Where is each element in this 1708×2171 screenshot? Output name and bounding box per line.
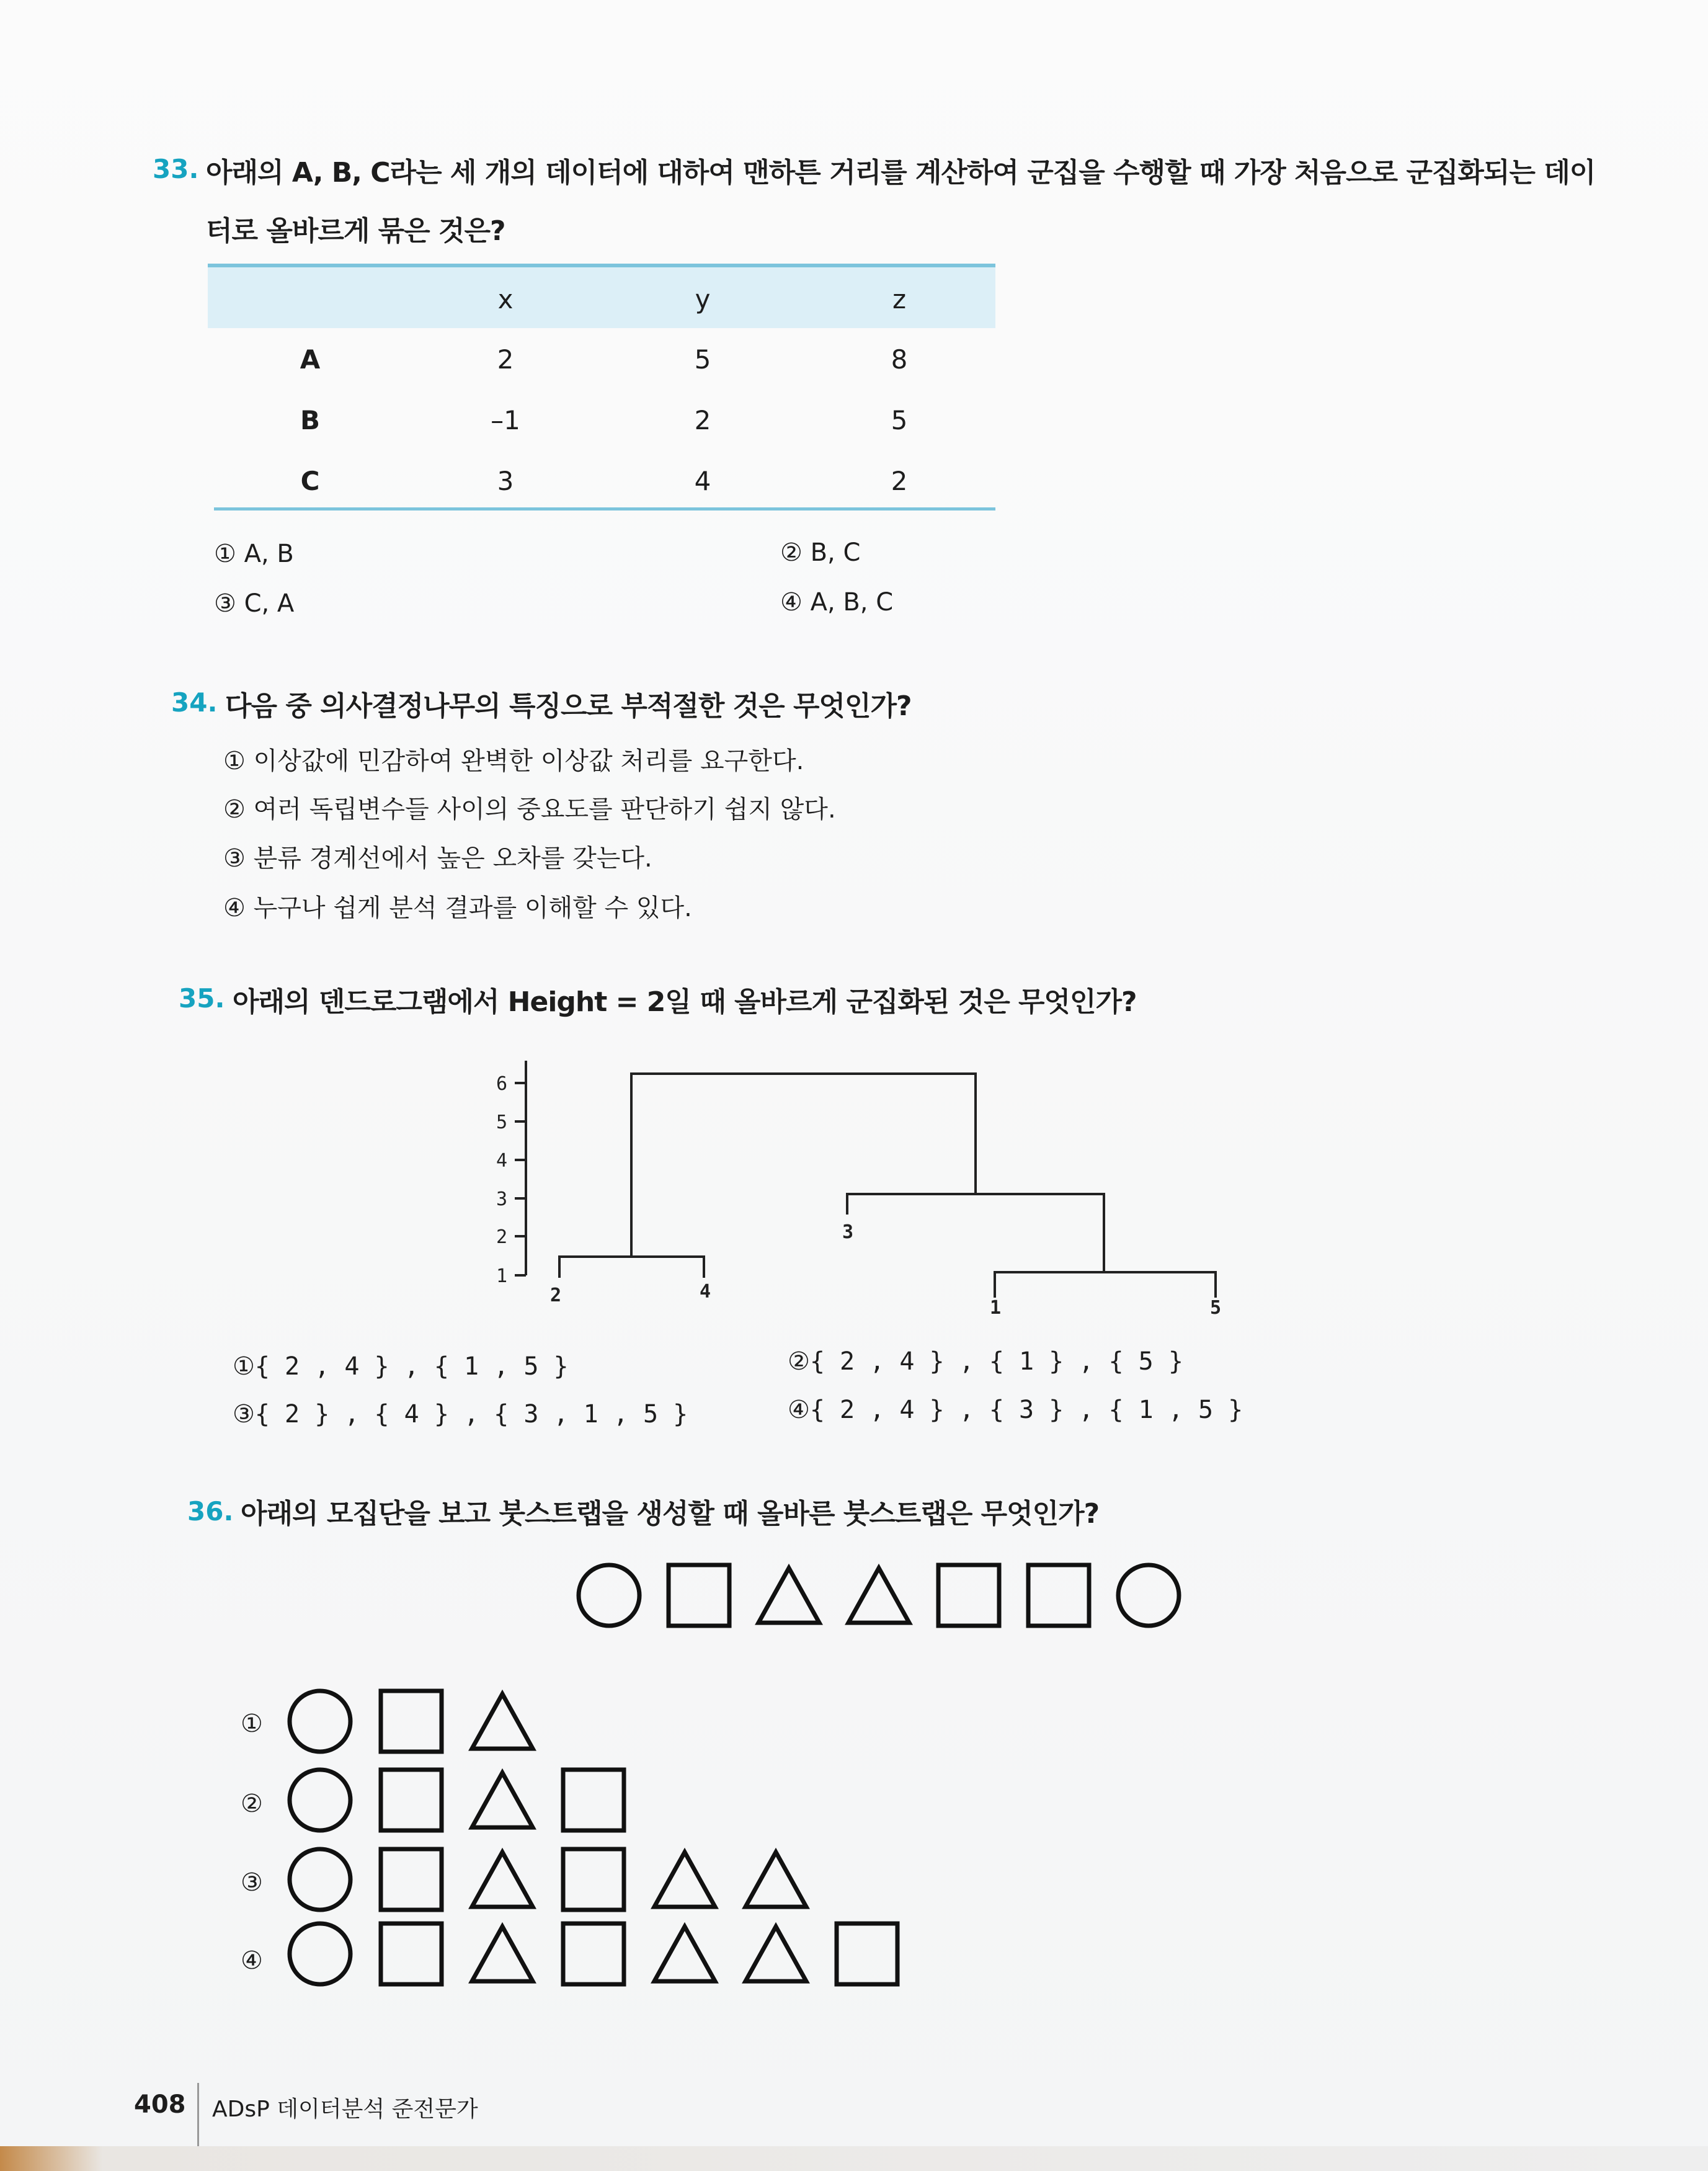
- triangle-shape: [472, 1927, 533, 1981]
- option-1[interactable]: ① 이상값에 민감하여 완벽한 이상값 처리를 요구한다.: [223, 747, 804, 775]
- circle-shape: [579, 1565, 639, 1626]
- option-2[interactable]: ② 여러 독립변수들 사이의 중요도를 판단하기 쉽지 않다.: [223, 795, 836, 824]
- square-shape: [381, 1691, 442, 1752]
- y-tick-label: 6: [496, 1073, 507, 1095]
- y-tick-label: 4: [496, 1150, 507, 1172]
- row-label: A: [300, 344, 321, 375]
- table-cell: 8: [891, 344, 908, 375]
- triangle-shape: [472, 1694, 533, 1749]
- leaf-label: 3: [842, 1221, 854, 1243]
- circle-shape: [290, 1691, 350, 1752]
- square-shape: [669, 1565, 729, 1626]
- table-cell: 3: [497, 466, 514, 496]
- option-1[interactable]: ① A, B: [214, 540, 294, 568]
- y-tick-label: 2: [496, 1226, 507, 1248]
- square-shape: [563, 1849, 624, 1910]
- question-number: 35.: [179, 983, 225, 1014]
- square-shape: [563, 1770, 624, 1830]
- circle-shape: [290, 1770, 350, 1830]
- question-number: 36.: [187, 1496, 234, 1527]
- question-text-line1: 아래의 A, B, C라는 세 개의 데이터에 대하여 맨하튼 거리를 계산하여 군집을 수행할 때 가장 처음으로 군집화되는 데이: [206, 157, 1596, 189]
- table-cell: 2: [497, 344, 514, 375]
- column-header-z: z: [892, 284, 907, 314]
- table-cell: 5: [694, 344, 711, 375]
- page-number: 408: [134, 2090, 186, 2119]
- square-shape: [563, 1924, 624, 1984]
- square-shape: [381, 1849, 442, 1910]
- y-tick-label: 5: [496, 1112, 507, 1133]
- square-shape: [381, 1770, 442, 1830]
- question-text-line2: 터로 올바르게 묶은 것은?: [206, 215, 505, 247]
- option-2[interactable]: ②{ 2 , 4 } , { 1 } , { 5 }: [788, 1347, 1183, 1376]
- question-number: 33.: [153, 154, 199, 184]
- square-shape: [381, 1924, 442, 1984]
- leaf-label: 4: [699, 1281, 711, 1303]
- option-2[interactable]: ② B, C: [780, 538, 861, 567]
- triangle-shape: [472, 1852, 533, 1907]
- option-label-4[interactable]: ④: [241, 1946, 263, 1975]
- column-header-x: x: [497, 284, 514, 314]
- question-text: 아래의 덴드로그램에서 Height = 2일 때 올바르게 군집화된 것은 무엇인가?: [233, 986, 1137, 1018]
- leaf-label: 5: [1209, 1297, 1222, 1319]
- row-label: B: [300, 405, 320, 435]
- table-cell: 2: [891, 466, 908, 496]
- table-cell: –1: [491, 405, 520, 435]
- table-cell: 2: [694, 405, 711, 435]
- square-shape: [837, 1924, 897, 1984]
- option-4[interactable]: ④ 누구나 쉽게 분석 결과를 이해할 수 있다.: [223, 894, 692, 922]
- table-cell: 5: [891, 405, 908, 435]
- option-4[interactable]: ④{ 2 , 4 } , { 3 } , { 1 , 5 }: [788, 1396, 1243, 1424]
- triangle-shape: [654, 1927, 715, 1981]
- book-title: ADsP 데이터분석 준전문가: [212, 2097, 478, 2122]
- option-3[interactable]: ③ 분류 경계선에서 높은 오차를 갖는다.: [223, 844, 652, 873]
- leaf-label: 2: [549, 1285, 562, 1306]
- column-header-y: y: [695, 284, 711, 314]
- option-4[interactable]: ④ A, B, C: [780, 588, 894, 617]
- page-edge: [0, 2146, 1708, 2171]
- table-cell: 4: [694, 466, 711, 496]
- triangle-shape: [745, 1927, 806, 1981]
- question-number: 34.: [171, 687, 218, 718]
- question-text: 다음 중 의사결정나무의 특징으로 부적절한 것은 무엇인가?: [225, 690, 912, 722]
- leaf-label: 1: [989, 1297, 1002, 1319]
- option-1[interactable]: ①{ 2 , 4 } , { 1 , 5 }: [233, 1352, 569, 1381]
- triangle-shape: [758, 1568, 819, 1623]
- square-shape: [1028, 1565, 1089, 1626]
- triangle-shape: [654, 1852, 715, 1907]
- square-shape: [938, 1565, 999, 1626]
- row-label: C: [300, 466, 320, 496]
- triangle-shape: [472, 1773, 533, 1827]
- circle-shape: [290, 1849, 350, 1910]
- circle-shape: [290, 1924, 350, 1984]
- option-label-2[interactable]: ②: [241, 1790, 263, 1818]
- option-3[interactable]: ③ C, A: [214, 589, 295, 618]
- option-3[interactable]: ③{ 2 } , { 4 } , { 3 , 1 , 5 }: [233, 1400, 688, 1429]
- option-label-1[interactable]: ①: [241, 1710, 263, 1738]
- y-tick-label: 3: [496, 1188, 507, 1210]
- circle-shape: [1118, 1565, 1179, 1626]
- triangle-shape: [848, 1568, 909, 1623]
- triangle-shape: [745, 1852, 806, 1907]
- y-tick-label: 1: [496, 1265, 507, 1287]
- option-label-3[interactable]: ③: [241, 1868, 263, 1897]
- question-text: 아래의 모집단을 보고 붓스트랩을 생성할 때 올바른 붓스트랩은 무엇인가?: [241, 1498, 1100, 1530]
